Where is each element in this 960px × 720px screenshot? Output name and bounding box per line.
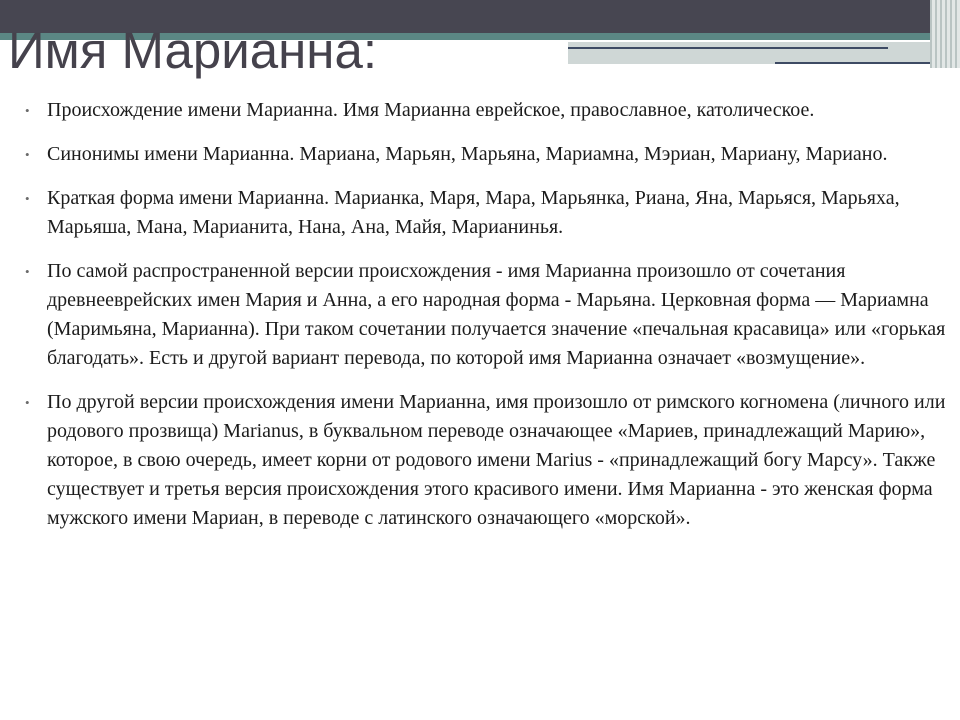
bullet-short-forms [0, 184, 952, 242]
bullet-icon: • [25, 264, 30, 279]
bullet-origin [0, 96, 960, 125]
bullet-other-version [0, 388, 952, 533]
bullet-text: По другой версии происхождения имени Марианна, имя произошло от римского когномена (личного или родового прозвища) Marianus, в буквальном переводе означающее «Мариев, принадлежащий Марию», которое, в свою очередь, имеет корни от родового имени Marius - «принадлежащий богу Марсу». Также существует и третья версия происхождения этого красивого имени. Имя Марианна - это женская форма мужского имени Мариан, в переводе с латинского означающего «морской». [47, 391, 946, 529]
header-rule-bottom [775, 62, 943, 64]
header-rule-top [568, 47, 888, 49]
bullet-text: По самой распространенной версии происхождения - имя Марианна произошло от сочетания древнееврейских имен Мария и Анна, а его народная форма - Марьяна. Церковная форма — Мариамна (Маримьяна, Марианна). При таком сочетании получается значение «печальная красавица» или «горькая благодать». Есть и другой вариант перевода, по которой имя Марианна означает «возмущение». [47, 260, 946, 369]
bullet-list [0, 96, 960, 548]
bullet-icon: • [25, 191, 30, 206]
bullet-icon: • [25, 147, 30, 162]
bullet-main-version [0, 257, 952, 373]
header-accent-block [568, 42, 960, 64]
bullet-icon: • [25, 103, 30, 118]
header-stripes-decoration [930, 0, 960, 68]
bullet-icon: • [25, 395, 30, 410]
bullet-synonyms [0, 140, 952, 169]
bullet-text: Краткая форма имени Марианна. Марианка, Маря, Мара, Марьянка, Риана, Яна, Марьяся, Марьяха, Марьяша, Мана, Марианита, Нана, Ана, Майя, Марианинья. [47, 187, 900, 238]
slide-title: Имя Марианна: [8, 22, 378, 79]
bullet-text: Происхождение имени Марианна. Имя Марианна еврейское, православное, католическое. [47, 99, 815, 121]
bullet-text: Синонимы имени Марианна. Мариана, Марьян, Марьяна, Мариамна, Мэриан, Мариану, Мариано. [47, 143, 888, 165]
